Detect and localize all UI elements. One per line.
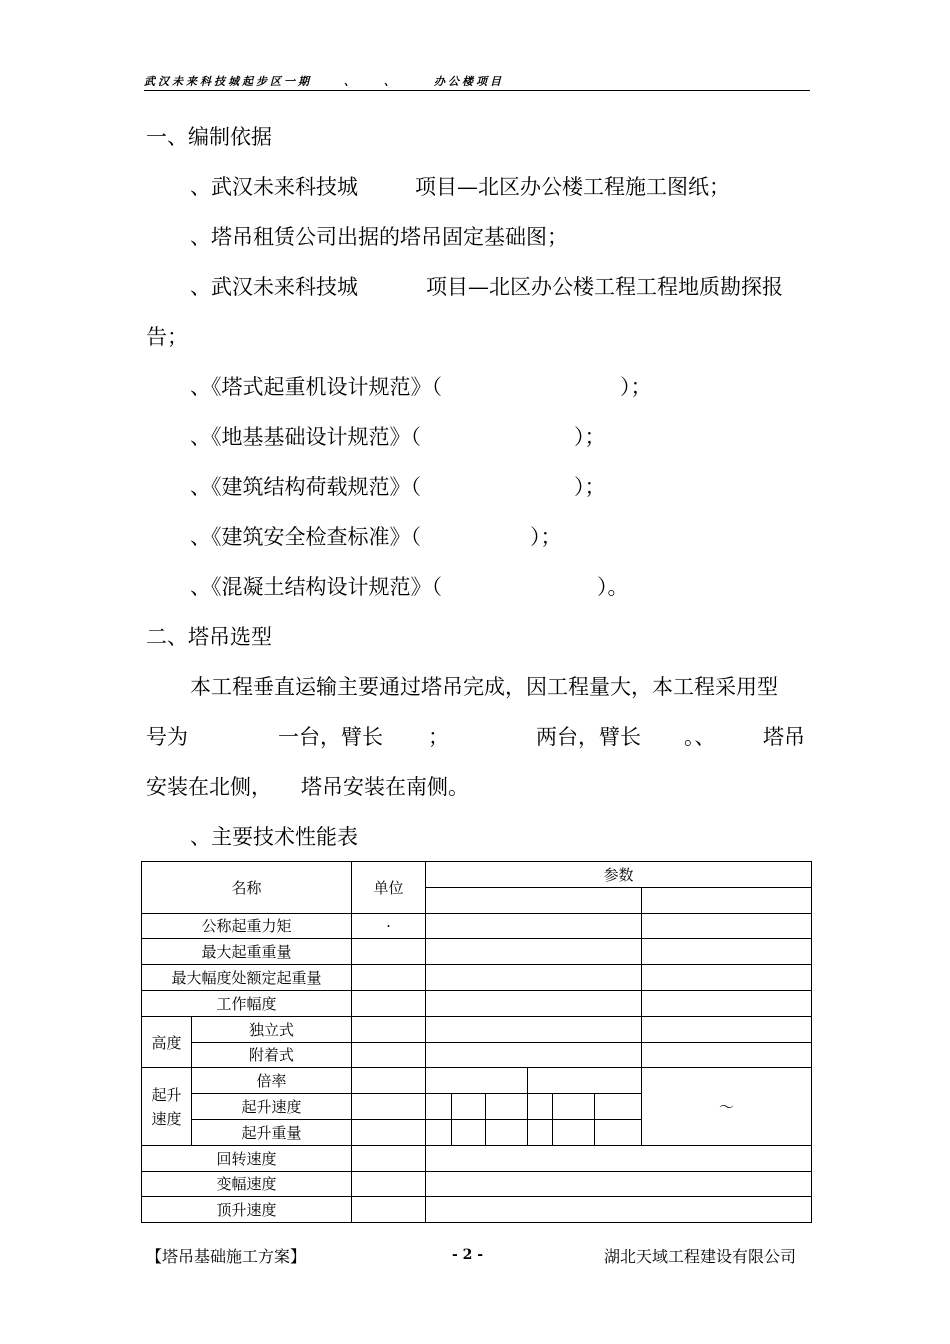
table-row [142,1145,812,1171]
header-separator: 、 [344,75,358,88]
value-cell [486,1094,528,1120]
page-number: - 2 - [452,1247,484,1263]
table-row [142,1042,812,1068]
value-cell [426,1197,812,1223]
header-separator: 、 [384,75,398,88]
row-label: 起升速度 [192,1094,352,1120]
group-label-height: 高度 [142,1016,192,1068]
group-label-hoist: 起升速度 [142,1068,192,1145]
basis-item: 、塔吊租赁公司出据的塔吊固定基础图； [190,225,568,249]
row-label: 附着式 [192,1042,352,1068]
value-cell [642,965,812,991]
footer-company: 湖北天域工程建设有限公司 [604,1247,797,1266]
row-label: 最大幅度处额定起重量 [142,965,352,991]
value-cell [528,1068,642,1094]
unit-cell [352,965,426,991]
section-heading: 一、编制依据 [146,125,272,149]
footer-document-title: 【塔吊基础施工方案】 [146,1247,307,1266]
unit-cell [352,1042,426,1068]
page-header [144,70,810,91]
value-cell [486,1119,528,1145]
row-label: 起升重量 [192,1119,352,1145]
header-cell-params: 参数 [426,862,812,888]
performance-table [141,861,812,1223]
value-cell [426,990,642,1016]
table-row [142,939,812,965]
value-cell [642,939,812,965]
value-cell [642,913,812,939]
row-label: 倍率 [192,1068,352,1094]
value-cell [426,1119,452,1145]
value-cell [426,1042,642,1068]
param-column-2 [642,887,812,913]
row-label: 公称起重力矩 [142,913,352,939]
unit-cell [352,1197,426,1223]
document-page: 武汉未来科技城起步区一期 、 、 办公楼项目 一、编制依据 、武汉未来科技城 项目—北区办公楼工程施工图纸； 、塔吊租赁公司出据的塔吊固定基础图； 、武汉未来科技城 项目—北区办公楼工程工程地质勘探报 告； 、《塔式起重机设计规范》（ ）； 、《地基基础设计规范》（ ）； 、《建筑结构荷载规范》（ ）； 、《建筑安全检查标准》（ ）； 、《混凝土结构设计规范》（ ）。 二、塔吊选型 本工程垂直运输主要通过塔吊完成，因工程量大，本工程采用型 号为 一台，臂长 ； 两台，臂长 。、 塔吊 安装在北侧， 塔吊安装在南侧。 、主要技术性能表 名称 单位 参数 公称起重力矩 · 最大起重重量 最大幅度处额定起重量 工作幅度 高度 独立式 附着式 起升速度 倍率 ～ 起升速度 起升重量 回转速度 变幅速度 顶升速度 【塔吊基础施工方案】 - 2 - 湖北天域工程建设有限公司 [0,0,950,1344]
header-cell-unit: 单位 [352,862,426,914]
value-cell [553,1119,595,1145]
table-row [142,913,812,939]
value-cell [452,1119,486,1145]
table-caption: 、主要技术性能表 [190,825,358,849]
header-building: 办公楼项目 [434,75,504,88]
value-cell [595,1119,642,1145]
table-header-row [142,862,812,888]
row-label: 回转速度 [142,1145,352,1171]
basis-item-continued: 告； [146,325,188,349]
unit-cell [352,1016,426,1042]
table-row [142,1197,812,1223]
value-cell [426,939,642,965]
value-cell [642,1016,812,1042]
value-cell [426,913,642,939]
table-row [142,1068,812,1094]
row-label: 独立式 [192,1016,352,1042]
hoist-range-cell: ～ [642,1068,812,1145]
value-cell [642,1042,812,1068]
unit-cell [352,939,426,965]
table-row [142,1016,812,1042]
unit-cell [352,1119,426,1145]
table-row [142,1171,812,1197]
value-cell [528,1094,553,1120]
param-column-1 [426,887,642,913]
row-label: 工作幅度 [142,990,352,1016]
row-label: 最大起重重量 [142,939,352,965]
value-cell [642,990,812,1016]
value-cell [426,1094,452,1120]
value-cell [426,1171,812,1197]
header-cell-name: 名称 [142,862,352,914]
unit-cell [352,990,426,1016]
table-row [142,990,812,1016]
value-cell [426,1145,812,1171]
section-heading: 二、塔吊选型 [146,625,272,649]
unit-cell [352,1171,426,1197]
value-cell [426,1016,642,1042]
value-cell [452,1094,486,1120]
unit-cell [352,1094,426,1120]
value-cell [553,1094,595,1120]
row-label: 顶升速度 [142,1197,352,1223]
header-project: 武汉未来科技城起步区一期 [144,75,312,88]
value-cell [426,1068,528,1094]
value-cell [528,1119,553,1145]
table-row [142,965,812,991]
paragraph-line: 本工程垂直运输主要通过塔吊完成，因工程量大，本工程采用型 [190,675,778,699]
unit-cell: · [352,913,426,939]
value-cell [426,965,642,991]
row-label: 变幅速度 [142,1171,352,1197]
unit-cell [352,1068,426,1094]
value-cell [595,1094,642,1120]
unit-cell [352,1145,426,1171]
